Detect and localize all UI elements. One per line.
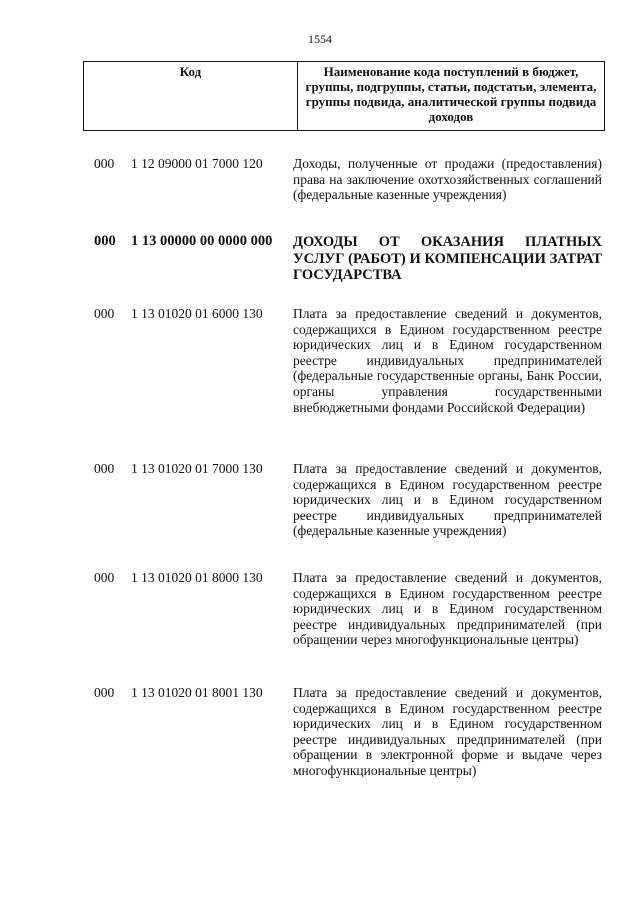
revenue-code: 1 13 01020 01 6000 130 (131, 306, 263, 321)
admin-code: 000 (94, 306, 115, 321)
revenue-description: Доходы, полученные от продажи (предоставления) права на заключение охотхозяйственных соглашений (федеральные казенные учреждения) (293, 156, 602, 203)
header-table (83, 61, 605, 131)
revenue-description: Плата за предоставление сведений и документов, содержащихся в Едином государственном реестре юридических лиц и в Едином государственном реестре индивидуальных предпринимателей (при обращении в электронной форме и выдаче через многофункциональные центры) (293, 685, 602, 778)
admin-code: 000 (94, 570, 115, 585)
revenue-description: ДОХОДЫ ОТ ОКАЗАНИЯ ПЛАТНЫХ УСЛУГ (РАБОТ) И КОМПЕНСАЦИИ ЗАТРАТ ГОСУДАРСТВА (293, 234, 602, 283)
header-row (84, 62, 605, 131)
revenue-description: Плата за предоставление сведений и документов, содержащихся в Едином государственном реестре юридических лиц и в Едином государственном реестре индивидуальных предпринимателей (федеральные казенные учреждения) (293, 461, 602, 539)
revenue-code: 1 13 00000 00 0000 000 (131, 233, 273, 249)
page-number: 1554 (308, 32, 332, 46)
revenue-code: 1 13 01020 01 7000 130 (131, 461, 263, 476)
revenue-description: Плата за предоставление сведений и документов, содержащихся в Едином государственном реестре юридических лиц и в Едином государственном реестре индивидуальных предпринимателей (при обращении через многофункциональные центры) (293, 570, 602, 648)
header-code-cell: Код (84, 62, 298, 131)
revenue-code: 1 12 09000 01 7000 120 (131, 156, 263, 171)
admin-code: 000 (94, 685, 115, 700)
admin-code: 000 (94, 156, 115, 171)
admin-code: 000 (94, 233, 116, 249)
header-name-cell: Наименование кода поступлений в бюджет, группы, подгруппы, статьи, подстатьи, элемента, группы подвида, аналитической группы подвида доходов (298, 62, 605, 131)
revenue-description: Плата за предоставление сведений и документов, содержащихся в Едином государственном реестре юридических лиц и в Едином государственном реестре индивидуальных предпринимателей (федеральные государственные органы, Банк России, органы управления государственными внебюджетными фондами Российской Федерации) (293, 306, 602, 415)
revenue-code: 1 13 01020 01 8000 130 (131, 570, 263, 585)
revenue-code: 1 13 01020 01 8001 130 (131, 685, 263, 700)
admin-code: 000 (94, 461, 115, 476)
